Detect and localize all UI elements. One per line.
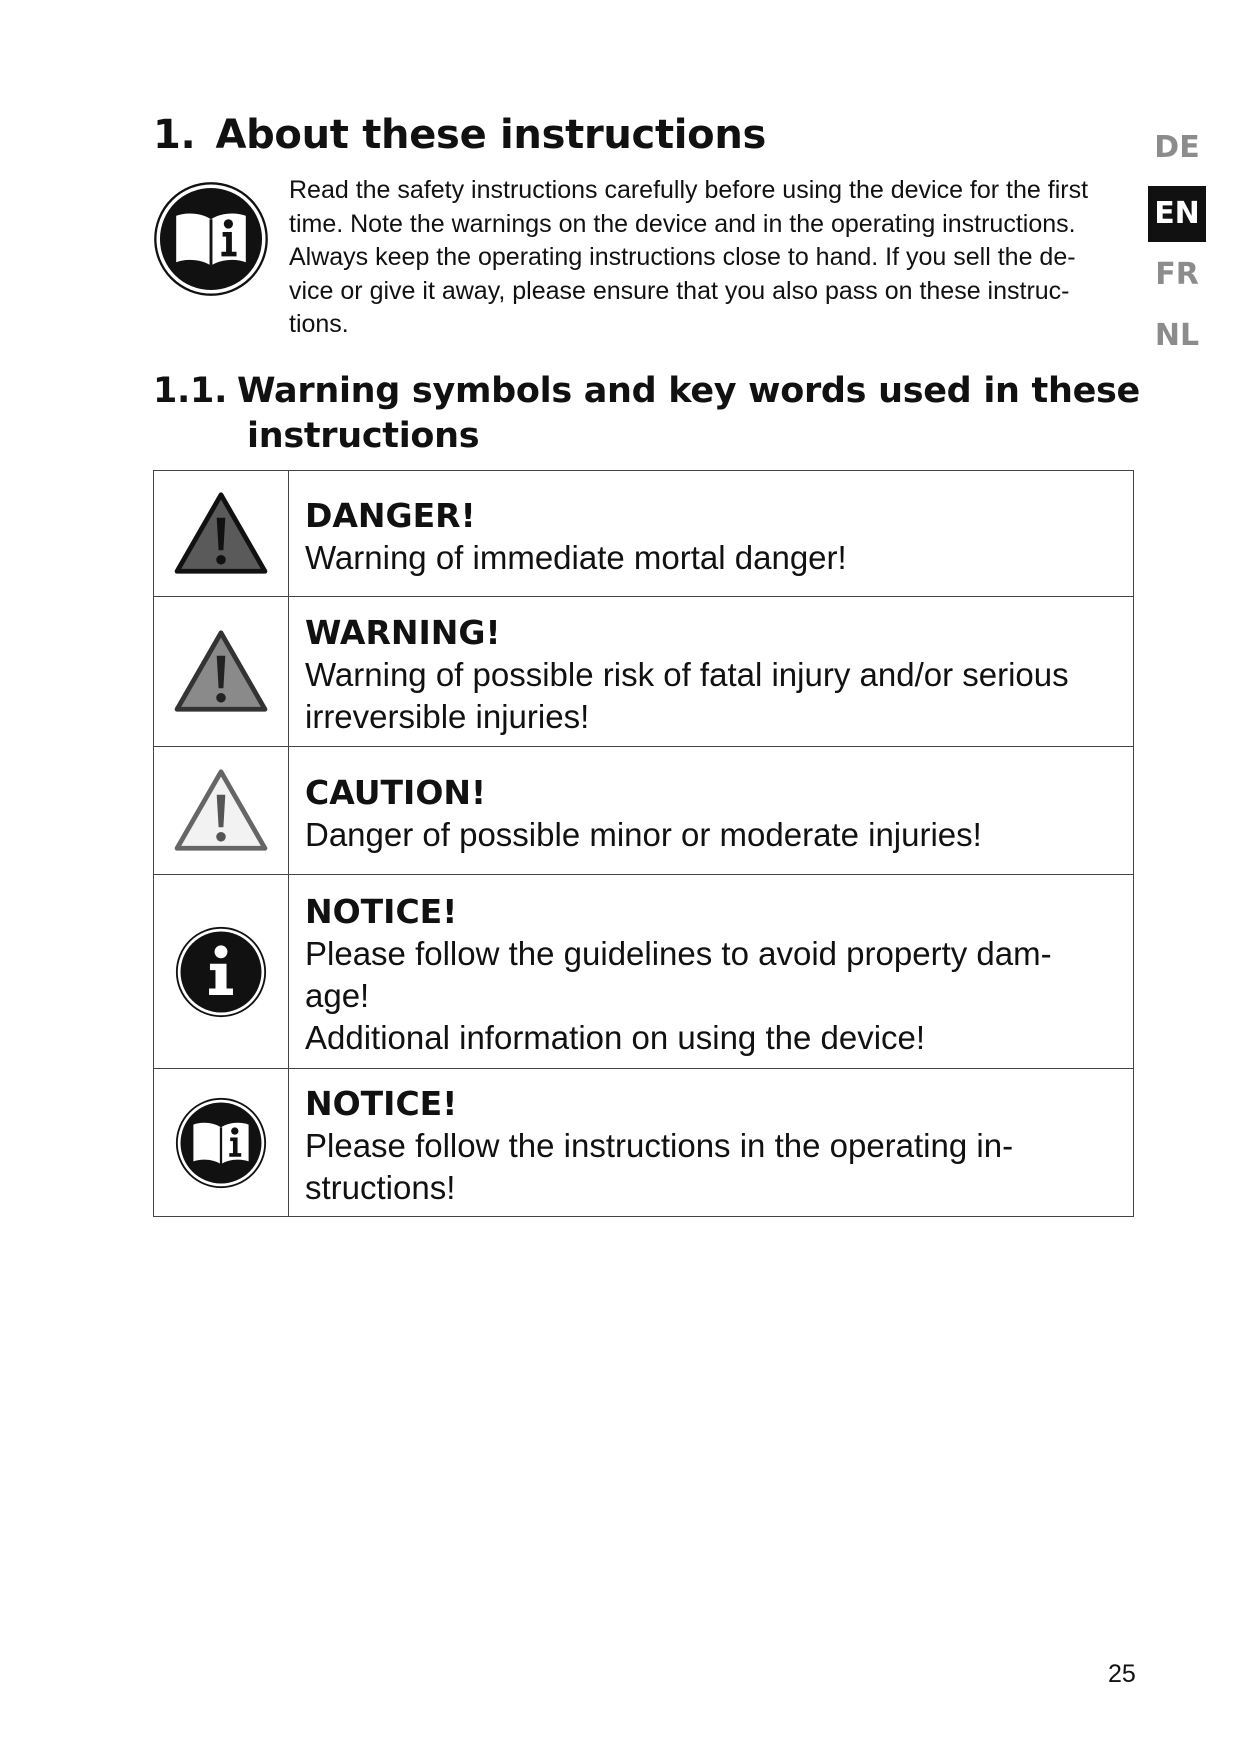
- text-cell: [289, 875, 1134, 1069]
- lang-tab-de[interactable]: DE: [1154, 130, 1200, 165]
- table-row: [154, 875, 1134, 1069]
- lang-tab-nl[interactable]: NL: [1154, 318, 1200, 353]
- table-row: [154, 597, 1134, 747]
- intro-line: time. Note the warnings on the device and in the operating instructions.: [289, 209, 1076, 238]
- intro-line: tions.: [289, 310, 349, 338]
- icon-cell: [154, 471, 289, 597]
- intro-line: Always keep the operating instructions close to hand. If you sell the de-: [289, 243, 1076, 271]
- subsection-title-line1: Warning symbols and key words used in these: [237, 371, 1140, 411]
- caution-triangle-icon: [173, 768, 269, 854]
- intro-line: vice or give it away, please ensure that you also pass on these instruc-: [289, 276, 1070, 305]
- keyword-label: DANGER!: [305, 495, 476, 535]
- keyword-label: WARNING!: [305, 612, 501, 652]
- text-cell: [289, 747, 1134, 875]
- warning-symbols-table: [153, 470, 1134, 1217]
- description-line: Please follow the instructions in the operating in-: [305, 1126, 1014, 1164]
- subsection-title-line2: instructions: [247, 416, 480, 456]
- text-cell: [289, 597, 1134, 747]
- intro-paragraph: [289, 174, 1135, 342]
- description-line: Danger of possible minor or moderate injuries!: [305, 815, 982, 853]
- section-number: 1.: [153, 112, 196, 158]
- manual-book-icon: [175, 1097, 267, 1189]
- icon-cell: [154, 597, 289, 747]
- lang-tab-fr[interactable]: FR: [1155, 257, 1199, 292]
- description-line: age!: [305, 976, 370, 1014]
- intro-line: Read the safety instructions carefully before using the device for the first: [289, 176, 1089, 204]
- info-icon: [175, 926, 267, 1018]
- danger-triangle-icon: [173, 491, 269, 577]
- icon-cell: [154, 1069, 289, 1217]
- table-row: [154, 1069, 1134, 1217]
- keyword-label: NOTICE!: [305, 891, 458, 931]
- manual-book-icon: [153, 181, 269, 297]
- icon-cell: [154, 875, 289, 1069]
- page-number: 25: [1108, 1660, 1136, 1688]
- keyword-label: NOTICE!: [305, 1083, 458, 1123]
- subsection-heading: [153, 369, 1140, 459]
- description-line: Warning of immediate mortal danger!: [305, 538, 847, 576]
- description-line: irreversible injuries!: [305, 697, 590, 735]
- section-heading: [153, 112, 766, 158]
- description-line: structions!: [305, 1168, 456, 1206]
- lang-tab-en[interactable]: EN: [1148, 186, 1206, 242]
- text-cell: [289, 471, 1134, 597]
- description-line: Warning of possible risk of fatal injury and/or serious: [305, 655, 1069, 693]
- keyword-label: CAUTION!: [305, 772, 487, 812]
- section-title: About these instructions: [215, 112, 767, 158]
- description-line: Additional information on using the device!: [305, 1018, 926, 1056]
- text-cell: [289, 1069, 1134, 1217]
- description-line: Please follow the guidelines to avoid property dam-: [305, 934, 1052, 972]
- warning-triangle-icon: [173, 629, 269, 715]
- icon-cell: [154, 747, 289, 875]
- table-row: [154, 471, 1134, 597]
- subsection-number: 1.1.: [153, 371, 228, 411]
- table-row: [154, 747, 1134, 875]
